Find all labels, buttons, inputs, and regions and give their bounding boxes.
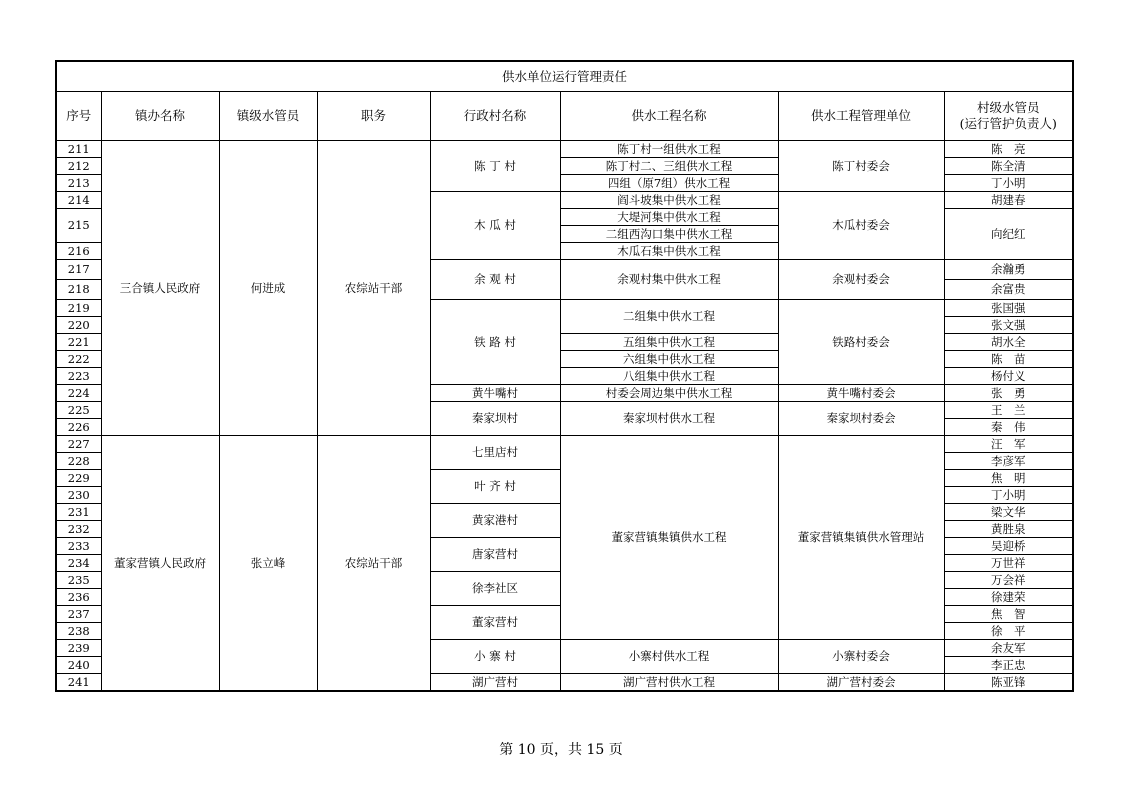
management-unit: 董家营镇集镇供水管理站: [778, 436, 944, 640]
row-seq: 217: [56, 260, 101, 280]
row-seq: 230: [56, 487, 101, 504]
row-seq: 218: [56, 280, 101, 300]
project-name: 董家营镇集镇供水工程: [560, 436, 778, 640]
village-name: 徐李社区: [430, 572, 560, 606]
row-seq: 233: [56, 538, 101, 555]
header-town: 镇办名称: [101, 92, 219, 141]
village-manager: 丁小明: [944, 175, 1073, 192]
town-name: 董家营镇人民政府: [101, 436, 219, 692]
village-name: 董家营村: [430, 606, 560, 640]
header-unit: 供水工程管理单位: [778, 92, 944, 141]
row-seq: 238: [56, 623, 101, 640]
village-name: 小 寨 村: [430, 640, 560, 674]
village-name: 秦家坝村: [430, 402, 560, 436]
village-manager: 张文强: [944, 317, 1073, 334]
village-name: 叶 齐 村: [430, 470, 560, 504]
header-project: 供水工程名称: [560, 92, 778, 141]
table-title: 供水单位运行管理责任: [56, 61, 1073, 92]
town-admin: 何进成: [219, 141, 317, 436]
village-manager: 余富贵: [944, 280, 1073, 300]
project-name: 四组（原7组）供水工程: [560, 175, 778, 192]
village-manager: 张国强: [944, 300, 1073, 317]
village-manager: 胡水全: [944, 334, 1073, 351]
header-village-manager: 村级水管员 (运行管护负责人): [944, 92, 1073, 141]
village-manager: 徐建荣: [944, 589, 1073, 606]
management-unit: 秦家坝村委会: [778, 402, 944, 436]
village-manager: 吴迎桥: [944, 538, 1073, 555]
village-name: 陈 丁 村: [430, 141, 560, 192]
village-manager: 张 勇: [944, 385, 1073, 402]
village-manager: 向纪红: [944, 209, 1073, 260]
row-seq: 237: [56, 606, 101, 623]
village-manager: 李彦军: [944, 453, 1073, 470]
row-seq: 211: [56, 141, 101, 158]
project-name: 村委会周边集中供水工程: [560, 385, 778, 402]
row-seq: 224: [56, 385, 101, 402]
village-name: 余 观 村: [430, 260, 560, 300]
row-seq: 215: [56, 209, 101, 243]
project-name: 木瓜石集中供水工程: [560, 243, 778, 260]
project-name: 陈丁村二、三组供水工程: [560, 158, 778, 175]
row-seq: 240: [56, 657, 101, 674]
village-name: 湖广营村: [430, 674, 560, 692]
row-seq: 239: [56, 640, 101, 657]
row-seq: 220: [56, 317, 101, 334]
management-unit: 小寨村委会: [778, 640, 944, 674]
village-manager: 陈全清: [944, 158, 1073, 175]
village-manager: 汪 军: [944, 436, 1073, 453]
row-seq: 231: [56, 504, 101, 521]
row-seq: 216: [56, 243, 101, 260]
row-seq: 225: [56, 402, 101, 419]
row-seq: 235: [56, 572, 101, 589]
village-manager: 黄胜泉: [944, 521, 1073, 538]
row-seq: 212: [56, 158, 101, 175]
village-manager: 杨付义: [944, 368, 1073, 385]
management-unit: 铁路村委会: [778, 300, 944, 385]
village-manager: 余瀚勇: [944, 260, 1073, 280]
village-name: 唐家营村: [430, 538, 560, 572]
row-seq: 219: [56, 300, 101, 317]
village-manager: 王 兰: [944, 402, 1073, 419]
row-seq: 213: [56, 175, 101, 192]
village-manager: 焦 明: [944, 470, 1073, 487]
town-admin: 张立峰: [219, 436, 317, 692]
village-name: 黄家港村: [430, 504, 560, 538]
management-unit: 陈丁村委会: [778, 141, 944, 192]
management-unit: 黄牛嘴村委会: [778, 385, 944, 402]
town-name: 三合镇人民政府: [101, 141, 219, 436]
village-manager: 丁小明: [944, 487, 1073, 504]
admin-post: 农综站干部: [317, 436, 430, 692]
row-seq: 229: [56, 470, 101, 487]
row-seq: 234: [56, 555, 101, 572]
header-post: 职务: [317, 92, 430, 141]
row-seq: 228: [56, 453, 101, 470]
project-name: 余观村集中供水工程: [560, 260, 778, 300]
village-manager: 徐 平: [944, 623, 1073, 640]
project-name: 大堤河集中供水工程: [560, 209, 778, 226]
project-name: 陈丁村一组供水工程: [560, 141, 778, 158]
village-manager: 秦 伟: [944, 419, 1073, 436]
village-name: 木 瓜 村: [430, 192, 560, 260]
row-seq: 227: [56, 436, 101, 453]
management-unit: 木瓜村委会: [778, 192, 944, 260]
row-seq: 241: [56, 674, 101, 692]
village-manager: 陈 苗: [944, 351, 1073, 368]
project-name: 八组集中供水工程: [560, 368, 778, 385]
project-name: 秦家坝村供水工程: [560, 402, 778, 436]
page-number: 第 10 页，共 15 页: [499, 742, 623, 758]
village-name: 黄牛嘴村: [430, 385, 560, 402]
project-name: 湖广营村供水工程: [560, 674, 778, 692]
village-manager: 余友军: [944, 640, 1073, 657]
admin-post: 农综站干部: [317, 141, 430, 436]
project-name: 阎斗坡集中供水工程: [560, 192, 778, 209]
row-seq: 236: [56, 589, 101, 606]
row-seq: 221: [56, 334, 101, 351]
village-manager: 万会祥: [944, 572, 1073, 589]
project-name: 小寨村供水工程: [560, 640, 778, 674]
row-seq: 223: [56, 368, 101, 385]
project-name: 六组集中供水工程: [560, 351, 778, 368]
village-manager: 万世祥: [944, 555, 1073, 572]
management-unit: 湖广营村委会: [778, 674, 944, 692]
village-manager: 梁文华: [944, 504, 1073, 521]
row-seq: 222: [56, 351, 101, 368]
project-name: 二组西沟口集中供水工程: [560, 226, 778, 243]
village-manager: 焦 智: [944, 606, 1073, 623]
village-name: 七里店村: [430, 436, 560, 470]
village-manager: 胡建春: [944, 192, 1073, 209]
village-manager: 李正忠: [944, 657, 1073, 674]
header-village: 行政村名称: [430, 92, 560, 141]
village-name: 铁 路 村: [430, 300, 560, 385]
responsibility-table: [55, 60, 1074, 692]
row-seq: 226: [56, 419, 101, 436]
row-seq: 214: [56, 192, 101, 209]
water-supply-responsibility-sheet: [55, 60, 1072, 692]
village-manager: 陈亚锋: [944, 674, 1073, 692]
village-manager: 陈 亮: [944, 141, 1073, 158]
row-seq: 232: [56, 521, 101, 538]
management-unit: 余观村委会: [778, 260, 944, 300]
project-name: 二组集中供水工程: [560, 300, 778, 334]
header-seq: 序号: [56, 92, 101, 141]
project-name: 五组集中供水工程: [560, 334, 778, 351]
header-town-admin: 镇级水管员: [219, 92, 317, 141]
